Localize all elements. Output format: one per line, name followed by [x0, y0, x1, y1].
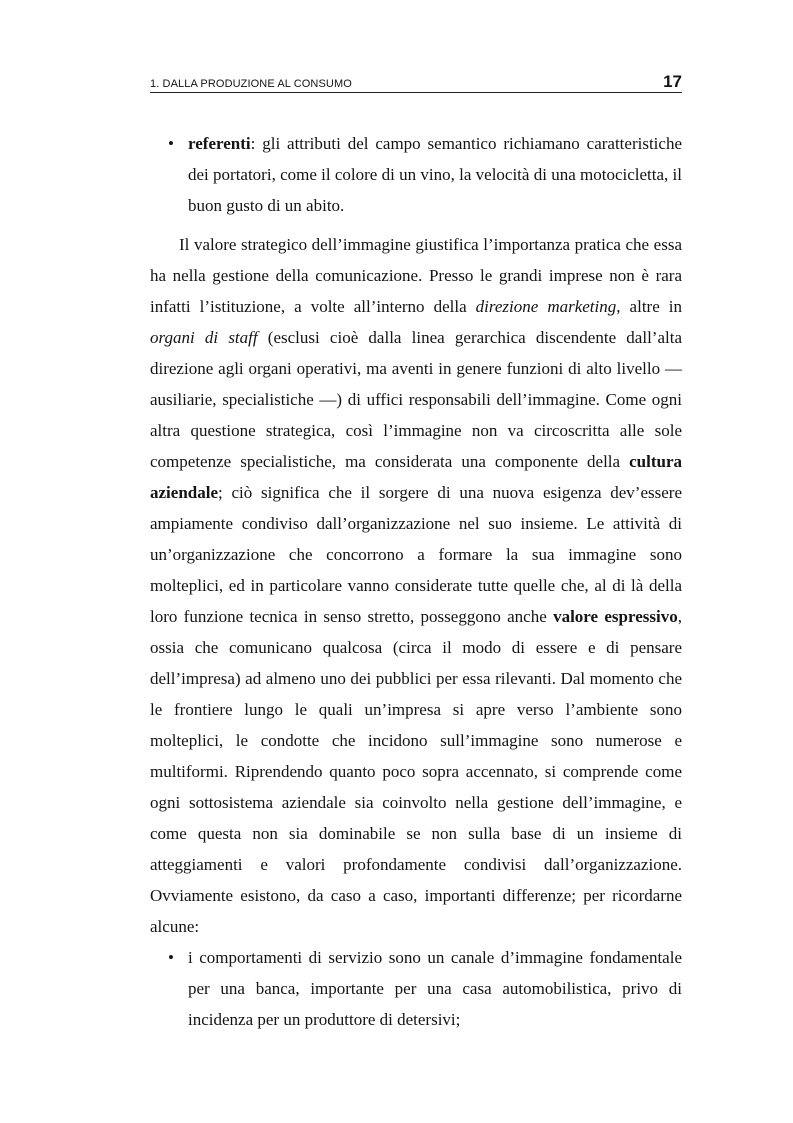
term-cultura-aziendale: cultura aziendale	[150, 452, 682, 502]
term-referenti: referenti	[188, 134, 251, 153]
paragraph-text: ; ciò significa che il sorgere di una nuova esigenza dev’essere ampiamente condiviso dall’organizzazione nel suo insieme. Le attività di un’organizzazione che concorrono a formare la sua immagine sono molteplici, ed in particolare vanno considerate tutte quelle che, al di là della loro funzione tecnica in senso stretto, posseggono anche	[150, 483, 682, 626]
emphasis-direzione-marketing: direzione marketing	[475, 297, 617, 316]
paragraph-text: , ossia che comunicano qualcosa (circa il modo di essere e di pensare dell’impresa) ad almeno uno dei pubblici per essa rilevanti. Dal momento che le frontiere lungo le quali un’impresa si apre verso l’ambiente sono molteplici, le condotte che incidono sull’immagine sono numerose e multiformi. Riprendendo quanto poco sopra accennato, si comprende come ogni sottosistema aziendale sia coinvolto nella gestione dell’immagine, e come questa non sia dominabile se non sulla base di un insieme di atteggiamenti e valori profondamente condivisi dall’organizzazione. Ovviamente esistono, da caso a caso, importanti differenze; per ricordarne alcune:	[150, 607, 682, 936]
bullet-text: : gli attributi del campo semantico richiamano caratteristiche dei portatori, come il colore di un vino, la velocità di una motocicletta, il buon gusto di un abito.	[188, 134, 682, 215]
paragraph-text: , altre in	[616, 297, 683, 316]
running-title: 1. DALLA PRODUZIONE AL CONSUMO	[150, 78, 352, 90]
paragraph-text: Il valore strategico dell’immagine giustifica l’importanza pratica che essa ha nella gestione della comunicazione. Presso le grandi imprese non è rara infatti l’istituzione, a volte all’interno della	[150, 235, 682, 316]
bullet-item-comportamenti	[150, 942, 682, 1035]
emphasis-organi-di-staff: organi di staff	[150, 328, 258, 347]
page-body	[150, 128, 682, 1035]
bullet-icon: •	[168, 134, 174, 153]
bullet-icon: •	[168, 948, 174, 967]
running-header	[150, 70, 682, 93]
bullet-item-referenti	[150, 128, 682, 221]
page-number: 17	[663, 72, 682, 91]
bullet-text: i comportamenti di servizio sono un canale d’immagine fondamentale per una banca, importante per una casa automobilistica, privo di incidenza per un produttore di detersivi;	[188, 948, 682, 1029]
paragraph-text: (esclusi cioè dalla linea gerarchica discendente dall’alta direzione agli organi operativi, ma aventi in genere funzioni di alto livello — ausiliarie, specialistiche —) di uffici responsabili dell’immagine. Come ogni altra questione strategica, così l’immagine non va circoscritta alle sole competenze specialistiche, ma considerata una componente della	[150, 328, 682, 471]
body-paragraph	[150, 229, 682, 942]
term-valore-espressivo: valore espressivo	[553, 607, 678, 626]
